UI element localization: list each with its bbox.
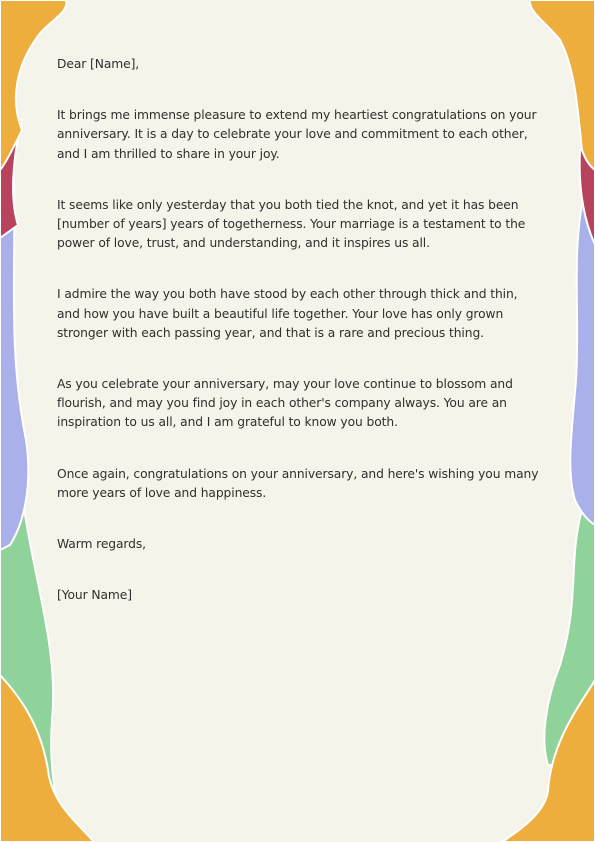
letter-paragraph: It brings me immense pleasure to extend my heartiest congratulations on your anniversary. It is a day to celebrate your love and commitment to each other, and I am thrilled to share in your joy. <box>57 108 537 161</box>
letter-body <box>57 55 542 605</box>
letter-paragraph: As you celebrate your anniversary, may your love continue to blossom and flourish, and may you find joy in each other's company always. You are an inspiration to us all, and I am grateful to know you both. <box>57 377 513 430</box>
letter-paragraph: I admire the way you both have stood by each other through thick and thin, and how you have built a beautiful life together. Your love has only grown stronger with each passing year, and that is a rare and precious thing. <box>57 287 518 340</box>
salutation: Dear [Name], <box>57 57 140 71</box>
right-periwinkle-wave <box>570 205 595 525</box>
letter-paragraph: Once again, congratulations on your anniversary, and here's wishing you many more years of love and happiness. <box>57 466 539 500</box>
letter-paragraph: It seems like only yesterday that you both tied the knot, and yet it has been [number of years] years of togetherness. Your marriage is a testament to the power of love, trust, and understanding, and it inspires us all. <box>57 197 526 251</box>
signature: [Your Name] <box>57 588 132 603</box>
closing: Warm regards, <box>57 537 146 552</box>
